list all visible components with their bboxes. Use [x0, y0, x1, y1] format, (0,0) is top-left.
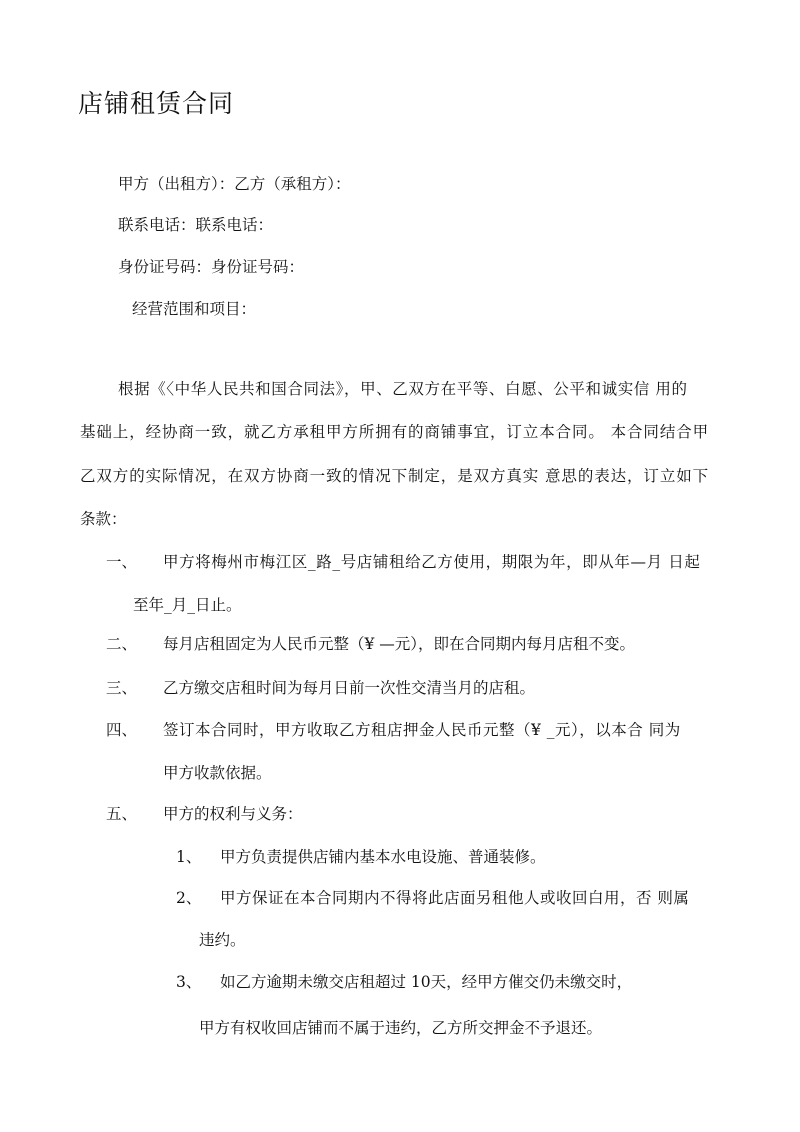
preamble-line-3: 乙双方的实际情况，在双方协商一致的情况下制定，是双方真实 意思的表达，订立如下 — [80, 467, 710, 485]
subclause-text: 如乙方逾期未缴交店租超过 10天，经甲方催交仍未缴交时， — [220, 973, 633, 991]
party-names-line: 甲方（出租方）：乙方（承租方）： — [118, 175, 351, 193]
clause-number: 二、 — [106, 635, 138, 653]
clause-number: 四、 — [106, 721, 138, 739]
subclause-number: 2、 — [176, 889, 202, 907]
business-scope-line: 经营范围和项目： — [132, 300, 257, 318]
clause-text: 甲方的权利与义务： — [163, 805, 303, 823]
clause-number: 五、 — [106, 805, 138, 823]
clause-text-continued: 至年_月_日止。 — [133, 596, 242, 614]
subclause-text: 甲方负责提供店铺内基本水电设施、普通装修。 — [220, 848, 546, 866]
subclause-text: 甲方保证在本合同期内不得将此店面另租他人或收回白用，否 则属 — [220, 889, 690, 907]
preamble-line-4: 条款： — [80, 510, 127, 528]
clause-text-continued: 甲方收款依据。 — [163, 764, 272, 782]
subclause-text-continued: 违约。 — [199, 931, 246, 949]
clause-text: 乙方缴交店租时间为每月日前一次性交清当月的店租。 — [163, 679, 536, 697]
subclause-number: 3、 — [176, 973, 202, 991]
party-phone-line: 联系电话：联系电话： — [118, 216, 274, 234]
party-id-line: 身份证号码：身份证号码： — [118, 258, 305, 276]
preamble-line-1: 根据《〈中华人民共和国合同法》，甲、乙双方在平等、白愿、公平和诚实信 用的 — [118, 380, 688, 398]
clause-number: 三、 — [106, 679, 138, 697]
clause-text: 签订本合同时，甲方收取乙方租店押金人民币元整（¥ _元），以本合 同为 — [163, 721, 681, 739]
preamble-line-2: 基础上，经协商一致，就乙方承租甲方所拥有的商铺事宜，订立本合同。 本合同结合甲 — [80, 423, 710, 441]
subclause-number: 1、 — [176, 848, 202, 866]
clause-text: 每月店租固定为人民币元整（¥ —元），即在合同期内每月店租不变。 — [163, 635, 636, 653]
document-title: 店铺租赁合同 — [78, 89, 235, 118]
clause-text: 甲方将梅州市梅江区_路_号店铺租给乙方使用，期限为年，即从年—月 日起 — [163, 553, 701, 571]
clause-number: 一、 — [106, 553, 138, 571]
subclause-text-continued: 甲方有权收回店铺而不属于违约，乙方所交押金不予退还。 — [199, 1019, 603, 1037]
